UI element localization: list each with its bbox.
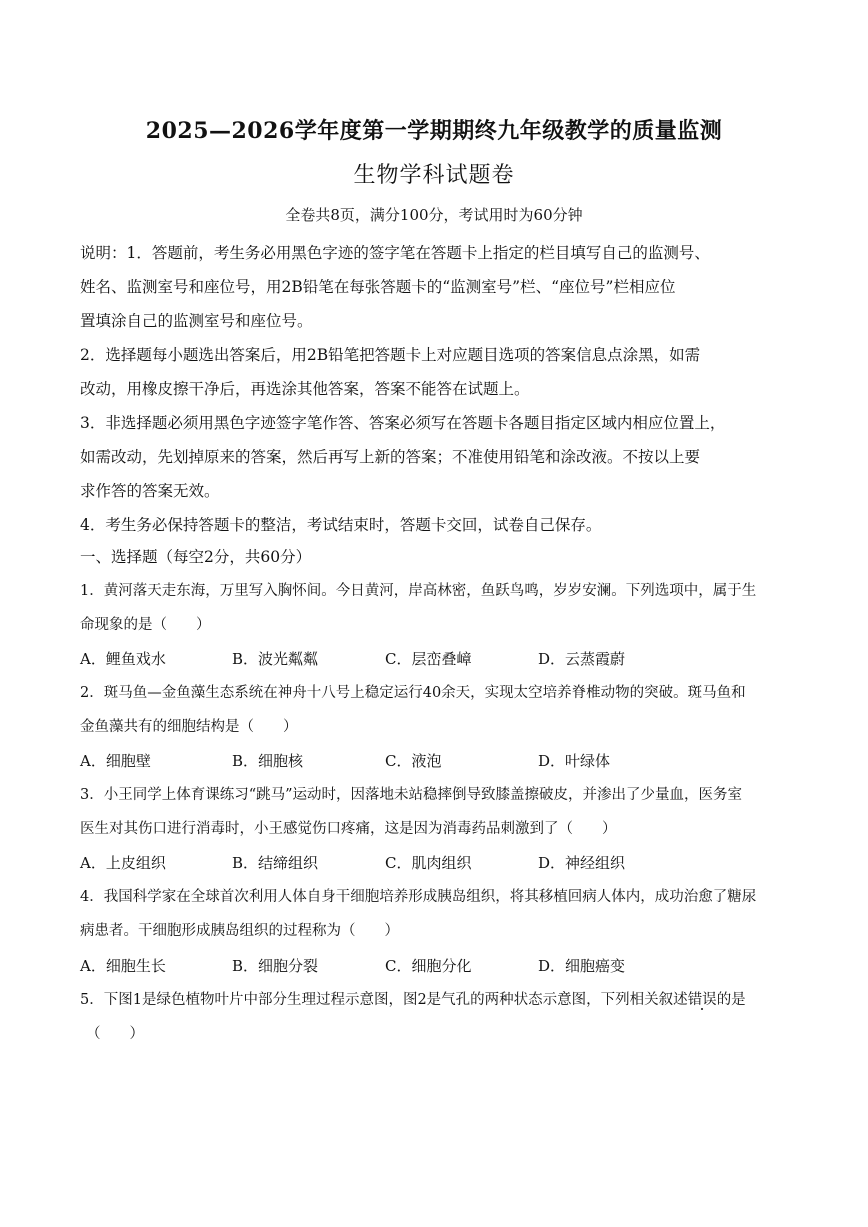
question-1-line-1: 1．黄河落天走东海，万里写入胸怀间。今日黄河，岸高林密，鱼跃鸟鸣，岁岁安澜。下列选项中，属于生 [80,583,757,599]
option-b[interactable]: B．细胞核 [232,752,304,770]
section-heading: 一、选择题（每空2分，共60分） [80,548,312,566]
option-b[interactable]: B．结缔组织 [232,854,319,872]
question-4-line-1: 4．我国科学家在全球首次利用人体自身干细胞培养形成胰岛组织，将其移植回病人体内，成功治愈了糖尿 [80,889,757,905]
question-5-text-a: 5．下图1是绿色植物叶片中部分生理过程示意图，图2是气孔的两种状态示意图，下列相关叙述 [80,992,688,1008]
question-5-line-1 [80,983,800,1017]
instruction-3-line-1: 3．非选择题必须用黑色字迹签字笔作答、答案必须写在答题卡各题目指定区域内相应位置上， [80,414,726,432]
option-a[interactable]: A．细胞生长 [80,957,166,975]
question-5-line-2: （ ） [86,1026,144,1042]
question-3-line-1: 3．小王同学上体育课练习“跳马”运动时，因落地未站稳摔倒导致膝盖擦破皮，并渗出了少量血，医务室 [80,787,743,803]
question-1-line-2: 命现象的是（ ） [80,617,211,633]
option-c[interactable]: C．肌肉组织 [385,854,472,872]
question-4-options [80,955,800,979]
instruction-1-line-2: 姓名、监测室号和座位号，用2B铅笔在每张答题卡的“监测室号”栏、“座位号”栏相应位 [80,278,676,296]
question-4 [80,880,800,948]
question-1 [80,574,800,642]
option-d[interactable]: D．神经组织 [538,854,626,872]
exam-meta: 全卷共8页，满分100分，考试用时为60分钟 [285,206,583,224]
question-4-line-2: 病患者。干细胞形成胰岛组织的过程称为（ ） [80,923,399,939]
instructions [80,236,800,542]
instruction-2-line-1: 2．选择题每小题选出答案后，用2B铅笔把答题卡上对应题目选项的答案信息点涂黑，如需 [80,346,701,364]
question-2 [80,676,800,744]
emphasis-word: 错误 [687,992,717,1008]
instruction-4-line-1: 4．考生务必保持答题卡的整洁，考试结束时，答题卡交回，试卷自己保存。 [80,516,602,534]
instruction-3-line-3: 求作答的答案无效。 [80,482,220,500]
option-a[interactable]: A．上皮组织 [80,854,166,872]
subject-title: 生物学科试题卷 [353,163,515,188]
option-c[interactable]: C．液泡 [385,752,442,770]
question-1-options [80,648,800,672]
question-5 [80,983,800,1051]
option-c[interactable]: C．细胞分化 [385,957,472,975]
question-3-options [80,852,800,876]
question-5-text-c: 的是 [716,992,746,1008]
instruction-3-line-2: 如需改动，先划掉原来的答案，然后再写上新的答案；不准使用铅笔和涂改液。不按以上要 [80,448,701,466]
question-2-options [80,750,800,774]
option-d[interactable]: D．细胞癌变 [538,957,626,975]
question-3 [80,778,800,846]
instruction-1-line-3: 置填涂自己的监测室号和座位号。 [80,312,313,330]
option-a[interactable]: A．细胞壁 [80,752,151,770]
option-a[interactable]: A．鲤鱼戏水 [80,650,166,668]
option-b[interactable]: B．波光粼粼 [232,650,319,668]
option-b[interactable]: B．细胞分裂 [232,957,319,975]
instruction-1-line-1: 说明：1．答题前，考生务必用黑色字迹的签字笔在答题卡上指定的栏目填写自己的监测号、 [80,244,710,262]
question-2-line-2: 金鱼藻共有的细胞结构是（ ） [80,719,298,735]
option-d[interactable]: D．叶绿体 [538,752,611,770]
question-3-line-2: 医生对其伤口进行消毒时，小王感觉伤口疼痛，这是因为消毒药品刺激到了（ ） [80,821,617,837]
question-2-line-1: 2．斑马鱼—金鱼藻生态系统在神舟十八号上稳定运行40余天，实现太空培养脊椎动物的突破。斑马鱼和 [80,685,746,701]
option-c[interactable]: C．层峦叠嶂 [385,650,472,668]
exam-title: 2025—2026学年度第一学期期终九年级教学的质量监测 [145,118,723,144]
instruction-2-line-2: 改动，用橡皮擦干净后，再选涂其他答案，答案不能答在试题上。 [80,380,530,398]
option-d[interactable]: D．云蒸霞蔚 [538,650,626,668]
